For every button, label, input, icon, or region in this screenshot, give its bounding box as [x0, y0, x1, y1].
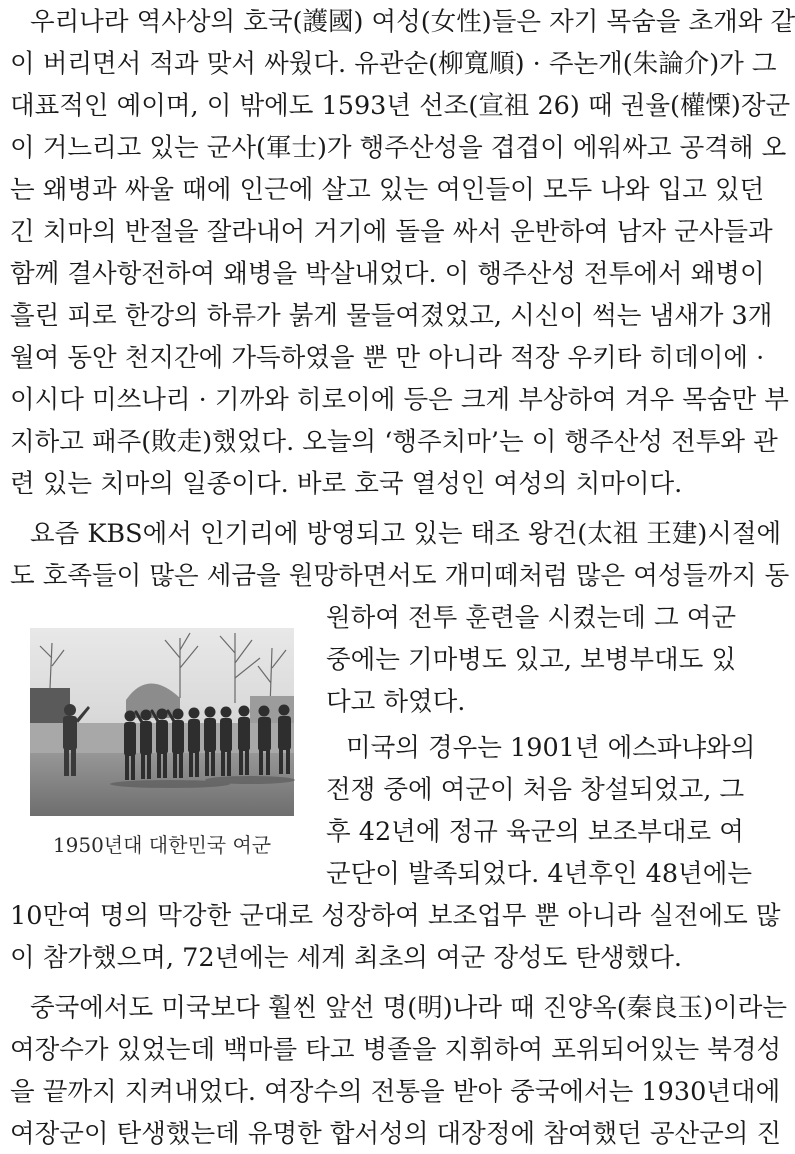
women-soldiers-photo	[30, 628, 294, 816]
text-line: 전쟁 중에 여군이 처음 창설되었고, 그	[326, 775, 745, 805]
text-line: 이 버리면서 적과 맞서 싸웠다. 유관순(柳寬順) · 주논개(朱論介)가 그	[10, 49, 777, 79]
text-line: 후 42년에 정규 육군의 보조부대로 여	[326, 817, 744, 847]
text-line: 함께 결사항전하여 왜병을 박살내었다. 이 행주산성 전투에서 왜병이	[10, 259, 765, 289]
text-line: 여장군이 탄생했는데 유명한 합서성의 대장정에 참여했던 공산군의 진	[10, 1119, 782, 1149]
text-line: 중국에서도 미국보다 훨씬 앞선 명(明)나라 때 진양옥(秦良玉)이라는	[30, 993, 787, 1023]
text-line: 이 거느리고 있는 군사(軍士)가 행주산성을 겹겹이 에워싸고 공격해 오	[10, 133, 787, 163]
text-line: 긴 치마의 반절을 잘라내어 거기에 돌을 싸서 운반하여 남자 군사들과	[10, 217, 773, 247]
text-line: 우리나라 역사상의 호국(護國) 여성(女性)들은 자기 목숨을 초개와 같	[30, 7, 795, 37]
text-line: 련 있는 치마의 일종이다. 바로 호국 열성인 여성의 치마이다.	[10, 469, 683, 499]
text-line: 이시다 미쓰나리 · 기까와 히로이에 등은 크게 부상하여 겨우 목숨만 부	[10, 385, 789, 415]
text-line: 여장수가 있었는데 백마를 타고 병졸을 지휘하여 포위되어있는 북경성	[10, 1035, 782, 1065]
photo-image	[30, 628, 294, 816]
text-line: 10만여 명의 막강한 군대로 성장하여 보조업무 뿐 아니라 실전에도 많	[10, 901, 781, 931]
text-line: 도 호족들이 많은 세금을 원망하면서도 개미떼처럼 많은 여성들까지 동	[10, 561, 790, 591]
text-line: 을 끝까지 지켜내었다. 여장수의 전통을 받아 중국에서는 1930년대에	[10, 1077, 781, 1107]
text-line: 월여 동안 천지간에 가득하였을 뿐 만 아니라 적장 우키타 히데이에 ·	[10, 343, 765, 373]
text-line: 요즘 KBS에서 인기리에 방영되고 있는 태조 왕건(太祖 王建)시절에	[30, 519, 782, 549]
text-line: 흘린 피로 한강의 하류가 붉게 물들여졌었고, 시신이 썩는 냄새가 3개	[10, 301, 773, 331]
text-line: 미국의 경우는 1901년 에스파냐와의	[346, 733, 756, 763]
text-line: 이 참가했으며, 72년에는 세계 최초의 여군 장성도 탄생했다.	[10, 943, 682, 973]
text-line: 중에는 기마병도 있고, 보병부대도 있	[326, 645, 737, 675]
text-line: 는 왜병과 싸울 때에 인근에 살고 있는 여인들이 모두 나와 입고 있던	[10, 175, 765, 205]
text-line: 군단이 발족되었다. 4년후인 48년에는	[326, 859, 752, 889]
text-line: 다고 하였다.	[326, 687, 466, 717]
photo-caption: 1950년대 대한민국 여군	[52, 833, 272, 857]
text-line: 지하고 패주(敗走)했었다. 오늘의 ‘행주치마’는 이 행주산성 전투와 관	[10, 427, 778, 457]
text-line: 원하여 전투 훈련을 시켰는데 그 여군	[326, 603, 737, 633]
text-line: 대표적인 예이며, 이 밖에도 1593년 선조(宣祖 26) 때 권율(權慄)장군	[10, 91, 791, 121]
